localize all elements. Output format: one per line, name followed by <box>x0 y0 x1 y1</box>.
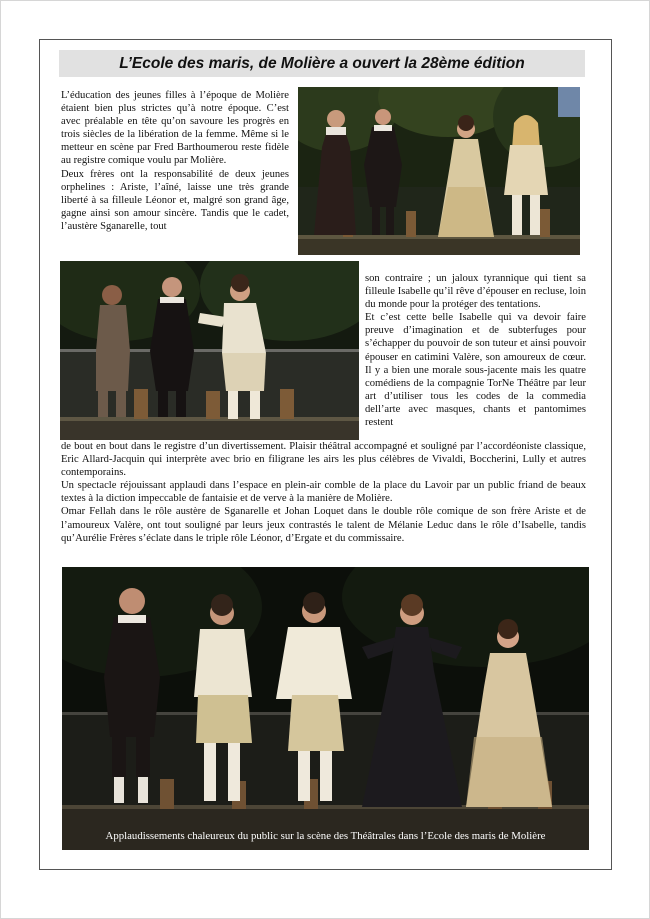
photo-caption-text: Applaudissements chaleureux du public sur la scène des Théâtrales dans l’Ecole des maris de Molière <box>105 830 546 842</box>
article-column-full <box>61 440 586 545</box>
top-stage-photo <box>298 87 580 255</box>
article-paragraph: Omar Fellah dans le rôle austère de Sganarelle et Johan Loquet dans le double rôle comique de son frère Ariste et de l’amoureux Valère, ont tout souligné par leurs jeux contrastés le talent de Mélanie Leduc dans le rôle d’Isabelle, tandis qu’Aurélie Frères s’éclate dans le triple rôle Léonor, d’Ergate et du commissaire. <box>61 506 586 544</box>
photo-caption <box>62 822 589 850</box>
article-title-text: L’Ecole des maris, de Molière a ouvert la 28ème édition <box>119 54 525 72</box>
article-title <box>59 50 585 77</box>
article-paragraph: Deux frères ont la responsabilité de deux jeunes orphelines : Ariste, l’aîné, laisse une très grande liberté à sa filleule Léonor et, malgré son grand âge, gagne ainsi son amour sincère. Tandis que le cadet, l’austère Sganarelle, tout <box>61 168 289 232</box>
article-paragraph: son contraire ; un jaloux tyrannique qui tient sa filleule Isabelle qu’il rêve d’épouser en recluse, loin du monde pour la protéger des tentations. <box>365 273 586 311</box>
article-paragraph: Et c’est cette belle Isabelle qui va devoir faire preuve d’imagination et de subterfuges pour s’échapper du pouvoir de son tuteur et ainsi pouvoir épouser en catimini Valère, son amoureux de cœur. Il y a bien une morale sous-jacente mais les quatre comédiens de la compagnie TorNe Théâtre par leur art d’utiliser tous les codes de la commedia dell’arte avec masques, chants et pantomimes restent <box>365 312 586 429</box>
article-paragraph: L’éducation des jeunes filles à l’époque de Molière étaient bien plus strictes qu’à notre époque. C’est avec préalable en tête qu’on savoure les progrès en trois siècles de la libération de la femme. Même si le metteur en scène par Fred Barthoumerou reste fidèle au registre comique voulu par Molière. <box>61 90 289 167</box>
article-column-right <box>365 272 586 429</box>
bottom-stage-photo <box>62 567 589 850</box>
article-paragraph: de bout en bout dans le registre d’un divertissement. Plaisir théâtral accompagné et souligné par l’accordéoniste classique, Eric Allard-Jacquin qui interprète avec brio en filigrane les airs les plus célèbres de Vivaldi, Boccherini, Lully et autres contemporains. <box>61 441 586 479</box>
article-column-left <box>61 89 289 255</box>
article-paragraph: Un spectacle réjouissant applaudi dans l’espace en plein-air comble de la place du Lavoir par un public friand de beaux textes à la diction impeccable de fantaisie et de verve à la manière de Molière. <box>61 480 586 505</box>
middle-stage-photo <box>60 261 359 440</box>
